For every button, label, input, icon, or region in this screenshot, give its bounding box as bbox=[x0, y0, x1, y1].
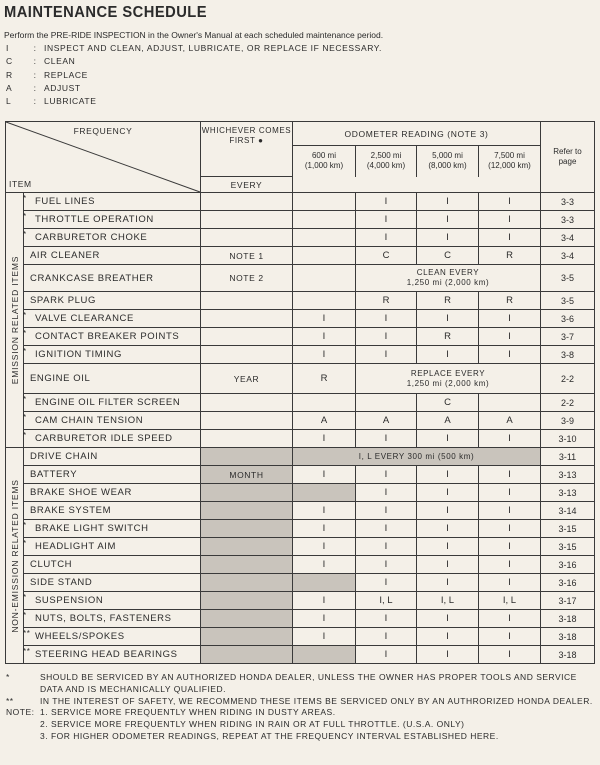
interval-cell: I bbox=[417, 538, 479, 556]
schedule-row bbox=[6, 628, 595, 646]
interval-cell bbox=[356, 394, 417, 412]
schedule-row bbox=[6, 364, 595, 394]
item-name: * SUSPENSION bbox=[24, 592, 201, 610]
interval-cell: I bbox=[356, 466, 417, 484]
interval-cell: I bbox=[479, 628, 541, 646]
page-ref: 3-9 bbox=[541, 412, 595, 430]
schedule-row bbox=[6, 211, 595, 229]
interval-cell bbox=[293, 646, 356, 664]
interval-cell: I, L bbox=[479, 592, 541, 610]
legend-desc: LUBRICATE bbox=[44, 96, 97, 107]
interval-cell: I bbox=[479, 646, 541, 664]
page-ref: 3-17 bbox=[541, 592, 595, 610]
asterisk-mark: * bbox=[23, 395, 27, 404]
interval-cell: I bbox=[479, 610, 541, 628]
interval-cell: I bbox=[293, 310, 356, 328]
schedule-row bbox=[6, 592, 595, 610]
page-ref: 3-3 bbox=[541, 193, 595, 211]
footnote bbox=[6, 719, 596, 731]
item-name: AIR CLEANER bbox=[24, 247, 201, 265]
interval-cell: I bbox=[417, 610, 479, 628]
interval-cell: I bbox=[356, 211, 417, 229]
interval-cell: I bbox=[293, 628, 356, 646]
item-name: CRANKCASE BREATHER bbox=[24, 265, 201, 292]
interval-span-cell: CLEAN EVERY 1,250 mi (2,000 km) bbox=[356, 265, 541, 292]
interval-cell bbox=[293, 484, 356, 502]
interval-cell bbox=[479, 394, 541, 412]
interval-cell: I bbox=[293, 502, 356, 520]
legend-code: I bbox=[6, 43, 9, 53]
interval-cell bbox=[293, 211, 356, 229]
schedule-row bbox=[6, 292, 595, 310]
every-cell: YEAR bbox=[201, 364, 293, 394]
page-ref: 3-11 bbox=[541, 448, 595, 466]
interval-cell: I bbox=[479, 502, 541, 520]
legend-item: R : REPLACE bbox=[6, 69, 382, 82]
refer-header: Refer to page bbox=[541, 122, 595, 193]
schedule-row bbox=[6, 412, 595, 430]
interval-cell: R bbox=[479, 292, 541, 310]
interval-cell: I bbox=[417, 346, 479, 364]
interval-cell: C bbox=[356, 247, 417, 265]
page-ref: 3-14 bbox=[541, 502, 595, 520]
page-ref: 3-16 bbox=[541, 556, 595, 574]
interval-cell: R bbox=[293, 364, 356, 394]
interval-cell: I bbox=[356, 556, 417, 574]
every-cell: NOTE 2 bbox=[201, 265, 293, 292]
interval-cell: I bbox=[417, 574, 479, 592]
item-name: BRAKE SYSTEM bbox=[24, 502, 201, 520]
interval-cell: I bbox=[417, 466, 479, 484]
schedule-row bbox=[6, 538, 595, 556]
interval-header: 5,000 mi (8,000 km) bbox=[417, 146, 479, 177]
every-cell bbox=[201, 502, 293, 520]
interval-cell bbox=[293, 247, 356, 265]
interval-cell: I bbox=[479, 328, 541, 346]
schedule-row bbox=[6, 394, 595, 412]
frequency-label: FREQUENCY bbox=[73, 126, 133, 136]
interval-cell: I bbox=[293, 538, 356, 556]
item-label: ITEM bbox=[9, 179, 32, 189]
page-ref: 3-10 bbox=[541, 430, 595, 448]
interval-cell: I bbox=[479, 346, 541, 364]
interval-cell: R bbox=[417, 328, 479, 346]
schedule-row bbox=[6, 229, 595, 247]
item-name: * BRAKE LIGHT SWITCH bbox=[24, 520, 201, 538]
page-ref: 3-7 bbox=[541, 328, 595, 346]
item-name: DRIVE CHAIN bbox=[24, 448, 201, 466]
non-emission-category: NON-EMISSION RELATED ITEMS bbox=[6, 448, 24, 664]
interval-cell bbox=[293, 229, 356, 247]
footnote-key: NOTE: bbox=[6, 707, 35, 718]
asterisk-mark: * bbox=[23, 413, 27, 422]
legend-item: I : INSPECT AND CLEAN, ADJUST, LUBRICATE, OR REPLACE IF NECESSARY. bbox=[6, 42, 382, 55]
interval-cell: I bbox=[479, 430, 541, 448]
interval-cell: I bbox=[417, 556, 479, 574]
interval-cell bbox=[293, 394, 356, 412]
legend-desc: ADJUST bbox=[44, 82, 81, 93]
interval-cell: I bbox=[293, 430, 356, 448]
footnote bbox=[6, 731, 596, 743]
legend-item: C : CLEAN bbox=[6, 55, 382, 68]
asterisk-mark: * bbox=[23, 311, 27, 320]
item-name: * CARBURETOR IDLE SPEED bbox=[24, 430, 201, 448]
every-cell bbox=[201, 229, 293, 247]
item-name: ** STEERING HEAD BEARINGS bbox=[24, 646, 201, 664]
interval-cell: I bbox=[417, 310, 479, 328]
item-name: * HEADLIGHT AIM bbox=[24, 538, 201, 556]
schedule-row bbox=[6, 484, 595, 502]
interval-cell: I bbox=[417, 430, 479, 448]
interval-cell: I bbox=[479, 574, 541, 592]
asterisk-mark: * bbox=[23, 194, 27, 203]
page-ref: 3-4 bbox=[541, 247, 595, 265]
schedule-row bbox=[6, 430, 595, 448]
legend-desc: REPLACE bbox=[44, 69, 88, 80]
page-ref: 3-5 bbox=[541, 292, 595, 310]
footnote-key: ** bbox=[6, 695, 14, 706]
interval-cell: R bbox=[417, 292, 479, 310]
every-cell bbox=[201, 610, 293, 628]
bullet-icon: ● bbox=[258, 136, 264, 145]
footnote-text: 2. SERVICE MORE FREQUENTLY WHEN RIDING IN RAIN OR AT FULL THROTTLE. (U.S.A. ONLY) bbox=[40, 719, 465, 730]
intro-text: Perform the PRE-RIDE INSPECTION in the Owner's Manual at each scheduled maintenance period. bbox=[4, 30, 384, 40]
interval-cell: I bbox=[356, 538, 417, 556]
item-name: * CAM CHAIN TENSION bbox=[24, 412, 201, 430]
interval-cell: I bbox=[479, 193, 541, 211]
every-cell: NOTE 1 bbox=[201, 247, 293, 265]
footnote-key: * bbox=[6, 672, 10, 682]
every-cell bbox=[201, 394, 293, 412]
every-cell: MONTH bbox=[201, 466, 293, 484]
schedule-row bbox=[6, 502, 595, 520]
interval-cell bbox=[293, 193, 356, 211]
every-cell bbox=[201, 628, 293, 646]
page-ref: 3-13 bbox=[541, 466, 595, 484]
interval-cell: I bbox=[293, 466, 356, 484]
page-ref: 3-5 bbox=[541, 265, 595, 292]
legend-code: C bbox=[6, 56, 13, 67]
interval-cell bbox=[293, 574, 356, 592]
asterisk-mark: * bbox=[23, 611, 27, 620]
every-cell bbox=[201, 310, 293, 328]
interval-header: 7,500 mi (12,000 km) bbox=[479, 146, 541, 177]
asterisk-mark: ** bbox=[23, 647, 31, 656]
footnotes bbox=[6, 672, 596, 743]
footnote-text: 1. SERVICE MORE FREQUENTLY WHEN RIDING IN DUSTY AREAS. bbox=[40, 707, 336, 718]
schedule-row bbox=[6, 193, 595, 211]
interval-cell: C bbox=[417, 394, 479, 412]
interval-cell: I bbox=[417, 520, 479, 538]
page-ref: 3-18 bbox=[541, 646, 595, 664]
item-name: * NUTS, BOLTS, FASTENERS bbox=[24, 610, 201, 628]
interval-cell: I bbox=[293, 346, 356, 364]
every-cell bbox=[201, 346, 293, 364]
page-ref: 3-15 bbox=[541, 538, 595, 556]
page-ref: 3-18 bbox=[541, 628, 595, 646]
interval-cell: I bbox=[356, 229, 417, 247]
asterisk-mark: * bbox=[23, 431, 27, 440]
asterisk-mark: * bbox=[23, 347, 27, 356]
asterisk-mark: * bbox=[23, 593, 27, 602]
legend-item: L : LUBRICATE bbox=[6, 95, 382, 108]
item-name: CLUTCH bbox=[24, 556, 201, 574]
item-name: BRAKE SHOE WEAR bbox=[24, 484, 201, 502]
footnote bbox=[6, 707, 596, 719]
interval-cell: I bbox=[293, 610, 356, 628]
maintenance-schedule-table bbox=[5, 121, 595, 664]
page-ref: 3-3 bbox=[541, 211, 595, 229]
interval-header: 2,500 mi (4,000 km) bbox=[356, 146, 417, 177]
frequency-item-header bbox=[6, 122, 201, 193]
page-ref: 3-15 bbox=[541, 520, 595, 538]
interval-cell: I bbox=[417, 211, 479, 229]
footnote-text: 3. FOR HIGHER ODOMETER READINGS, REPEAT AT THE FREQUENCY INTERVAL ESTABLISHED HERE. bbox=[40, 730, 499, 741]
interval-cell bbox=[293, 292, 356, 310]
page-ref: 3-18 bbox=[541, 610, 595, 628]
page-ref: 3-8 bbox=[541, 346, 595, 364]
interval-cell: I bbox=[479, 310, 541, 328]
interval-cell: I bbox=[417, 193, 479, 211]
interval-cell: A bbox=[293, 412, 356, 430]
every-cell bbox=[201, 592, 293, 610]
page-ref: 2-2 bbox=[541, 364, 595, 394]
schedule-row bbox=[6, 328, 595, 346]
interval-cell: I bbox=[356, 328, 417, 346]
item-name: ** WHEELS/SPOKES bbox=[24, 628, 201, 646]
interval-cell: I bbox=[479, 466, 541, 484]
interval-cell: I bbox=[479, 520, 541, 538]
interval-cell: I bbox=[479, 484, 541, 502]
item-name: * ENGINE OIL FILTER SCREEN bbox=[24, 394, 201, 412]
every-cell bbox=[201, 556, 293, 574]
interval-cell: I bbox=[479, 229, 541, 247]
schedule-row bbox=[6, 310, 595, 328]
interval-cell: I bbox=[356, 646, 417, 664]
legend-code: R bbox=[6, 69, 13, 80]
asterisk-mark: * bbox=[23, 212, 27, 221]
footnote bbox=[6, 696, 596, 708]
interval-span-cell: REPLACE EVERY 1,250 mi (2,000 km) bbox=[356, 364, 541, 394]
every-cell bbox=[201, 448, 293, 466]
every-cell bbox=[201, 292, 293, 310]
every-cell bbox=[201, 412, 293, 430]
item-name: SPARK PLUG bbox=[24, 292, 201, 310]
interval-cell: I bbox=[293, 556, 356, 574]
footnote-key bbox=[6, 731, 40, 743]
schedule-row bbox=[6, 574, 595, 592]
interval-cell: I bbox=[356, 430, 417, 448]
item-name: * VALVE CLEARANCE bbox=[24, 310, 201, 328]
asterisk-mark: * bbox=[23, 230, 27, 239]
asterisk-mark: * bbox=[23, 521, 27, 530]
schedule-row bbox=[6, 466, 595, 484]
schedule-row bbox=[6, 265, 595, 292]
legend-code: L bbox=[6, 96, 11, 107]
page-ref: 3-13 bbox=[541, 484, 595, 502]
every-cell bbox=[201, 328, 293, 346]
interval-cell: I bbox=[479, 556, 541, 574]
interval-cell: I bbox=[356, 502, 417, 520]
item-name: * CONTACT BREAKER POINTS bbox=[24, 328, 201, 346]
interval-cell: R bbox=[479, 247, 541, 265]
item-name: BATTERY bbox=[24, 466, 201, 484]
interval-cell: I, L bbox=[417, 592, 479, 610]
interval-cell: A bbox=[417, 412, 479, 430]
item-name: * CARBURETOR CHOKE bbox=[24, 229, 201, 247]
interval-cell: I bbox=[417, 628, 479, 646]
whichever-header: WHICHEVER COMES FIRST ● bbox=[201, 122, 293, 177]
footnote-text: IN THE INTEREST OF SAFETY, WE RECOMMEND THESE ITEMS BE SERVICED ONLY BY AN AUTHRORIZED HONDA DEALER. bbox=[40, 695, 593, 706]
every-cell bbox=[201, 484, 293, 502]
schedule-row bbox=[6, 610, 595, 628]
every-cell bbox=[201, 430, 293, 448]
interval-cell: I bbox=[356, 520, 417, 538]
schedule-row bbox=[6, 448, 595, 466]
interval-cell: A bbox=[479, 412, 541, 430]
legend-desc: INSPECT AND CLEAN, ADJUST, LUBRICATE, OR REPLACE IF NECESSARY. bbox=[44, 43, 382, 53]
schedule-row bbox=[6, 247, 595, 265]
interval-cell: I bbox=[356, 193, 417, 211]
interval-cell: I bbox=[417, 229, 479, 247]
interval-cell: I bbox=[479, 211, 541, 229]
every-cell bbox=[201, 211, 293, 229]
interval-cell: I bbox=[356, 610, 417, 628]
page-ref: 2-2 bbox=[541, 394, 595, 412]
every-cell bbox=[201, 520, 293, 538]
item-name: * FUEL LINES bbox=[24, 193, 201, 211]
every-cell bbox=[201, 538, 293, 556]
page-ref: 3-6 bbox=[541, 310, 595, 328]
schedule-row bbox=[6, 646, 595, 664]
item-name: * THROTTLE OPERATION bbox=[24, 211, 201, 229]
interval-cell: I bbox=[417, 484, 479, 502]
interval-cell: I, L bbox=[356, 592, 417, 610]
asterisk-mark: * bbox=[23, 329, 27, 338]
interval-cell: A bbox=[356, 412, 417, 430]
interval-cell: I bbox=[293, 520, 356, 538]
asterisk-mark: ** bbox=[23, 629, 31, 638]
every-cell bbox=[201, 574, 293, 592]
every-header: EVERY bbox=[201, 177, 293, 193]
every-cell bbox=[201, 646, 293, 664]
page-title: MAINTENANCE SCHEDULE bbox=[4, 4, 208, 21]
every-cell bbox=[201, 193, 293, 211]
item-name: ENGINE OIL bbox=[24, 364, 201, 394]
interval-cell: I bbox=[417, 646, 479, 664]
interval-cell bbox=[293, 265, 356, 292]
footnote bbox=[6, 672, 596, 696]
interval-cell: C bbox=[417, 247, 479, 265]
schedule-row bbox=[6, 346, 595, 364]
item-name: SIDE STAND bbox=[24, 574, 201, 592]
asterisk-mark: * bbox=[23, 539, 27, 548]
schedule-row bbox=[6, 556, 595, 574]
schedule-row bbox=[6, 520, 595, 538]
legend-desc: CLEAN bbox=[44, 56, 76, 67]
interval-cell: I bbox=[356, 484, 417, 502]
emission-category: EMISSION RELATED ITEMS bbox=[6, 193, 24, 448]
interval-span-cell: I, L EVERY 300 mi (500 km) bbox=[293, 448, 541, 466]
interval-cell: I bbox=[293, 592, 356, 610]
interval-cell: I bbox=[356, 574, 417, 592]
interval-cell: I bbox=[356, 346, 417, 364]
interval-cell: I bbox=[479, 538, 541, 556]
interval-cell: I bbox=[293, 328, 356, 346]
page-ref: 3-16 bbox=[541, 574, 595, 592]
interval-cell: I bbox=[356, 628, 417, 646]
interval-cell: I bbox=[356, 310, 417, 328]
page-ref: 3-4 bbox=[541, 229, 595, 247]
odometer-header: ODOMETER READING (NOTE 3) bbox=[293, 122, 541, 146]
interval-cell: I bbox=[417, 502, 479, 520]
footnote-text: SHOULD BE SERVICED BY AN AUTHORIZED HONDA DEALER, UNLESS THE OWNER HAS PROPER TOOLS AND SERVICE DATA AND IS MECHANICALLY QUALIFIED. bbox=[40, 672, 577, 694]
legend-item: A : ADJUST bbox=[6, 82, 382, 95]
legend-code: A bbox=[6, 82, 12, 93]
interval-cell: R bbox=[356, 292, 417, 310]
interval-header: 600 mi (1,000 km) bbox=[293, 146, 356, 177]
item-name: * IGNITION TIMING bbox=[24, 346, 201, 364]
footnote-key bbox=[6, 719, 40, 731]
legend bbox=[6, 42, 382, 108]
